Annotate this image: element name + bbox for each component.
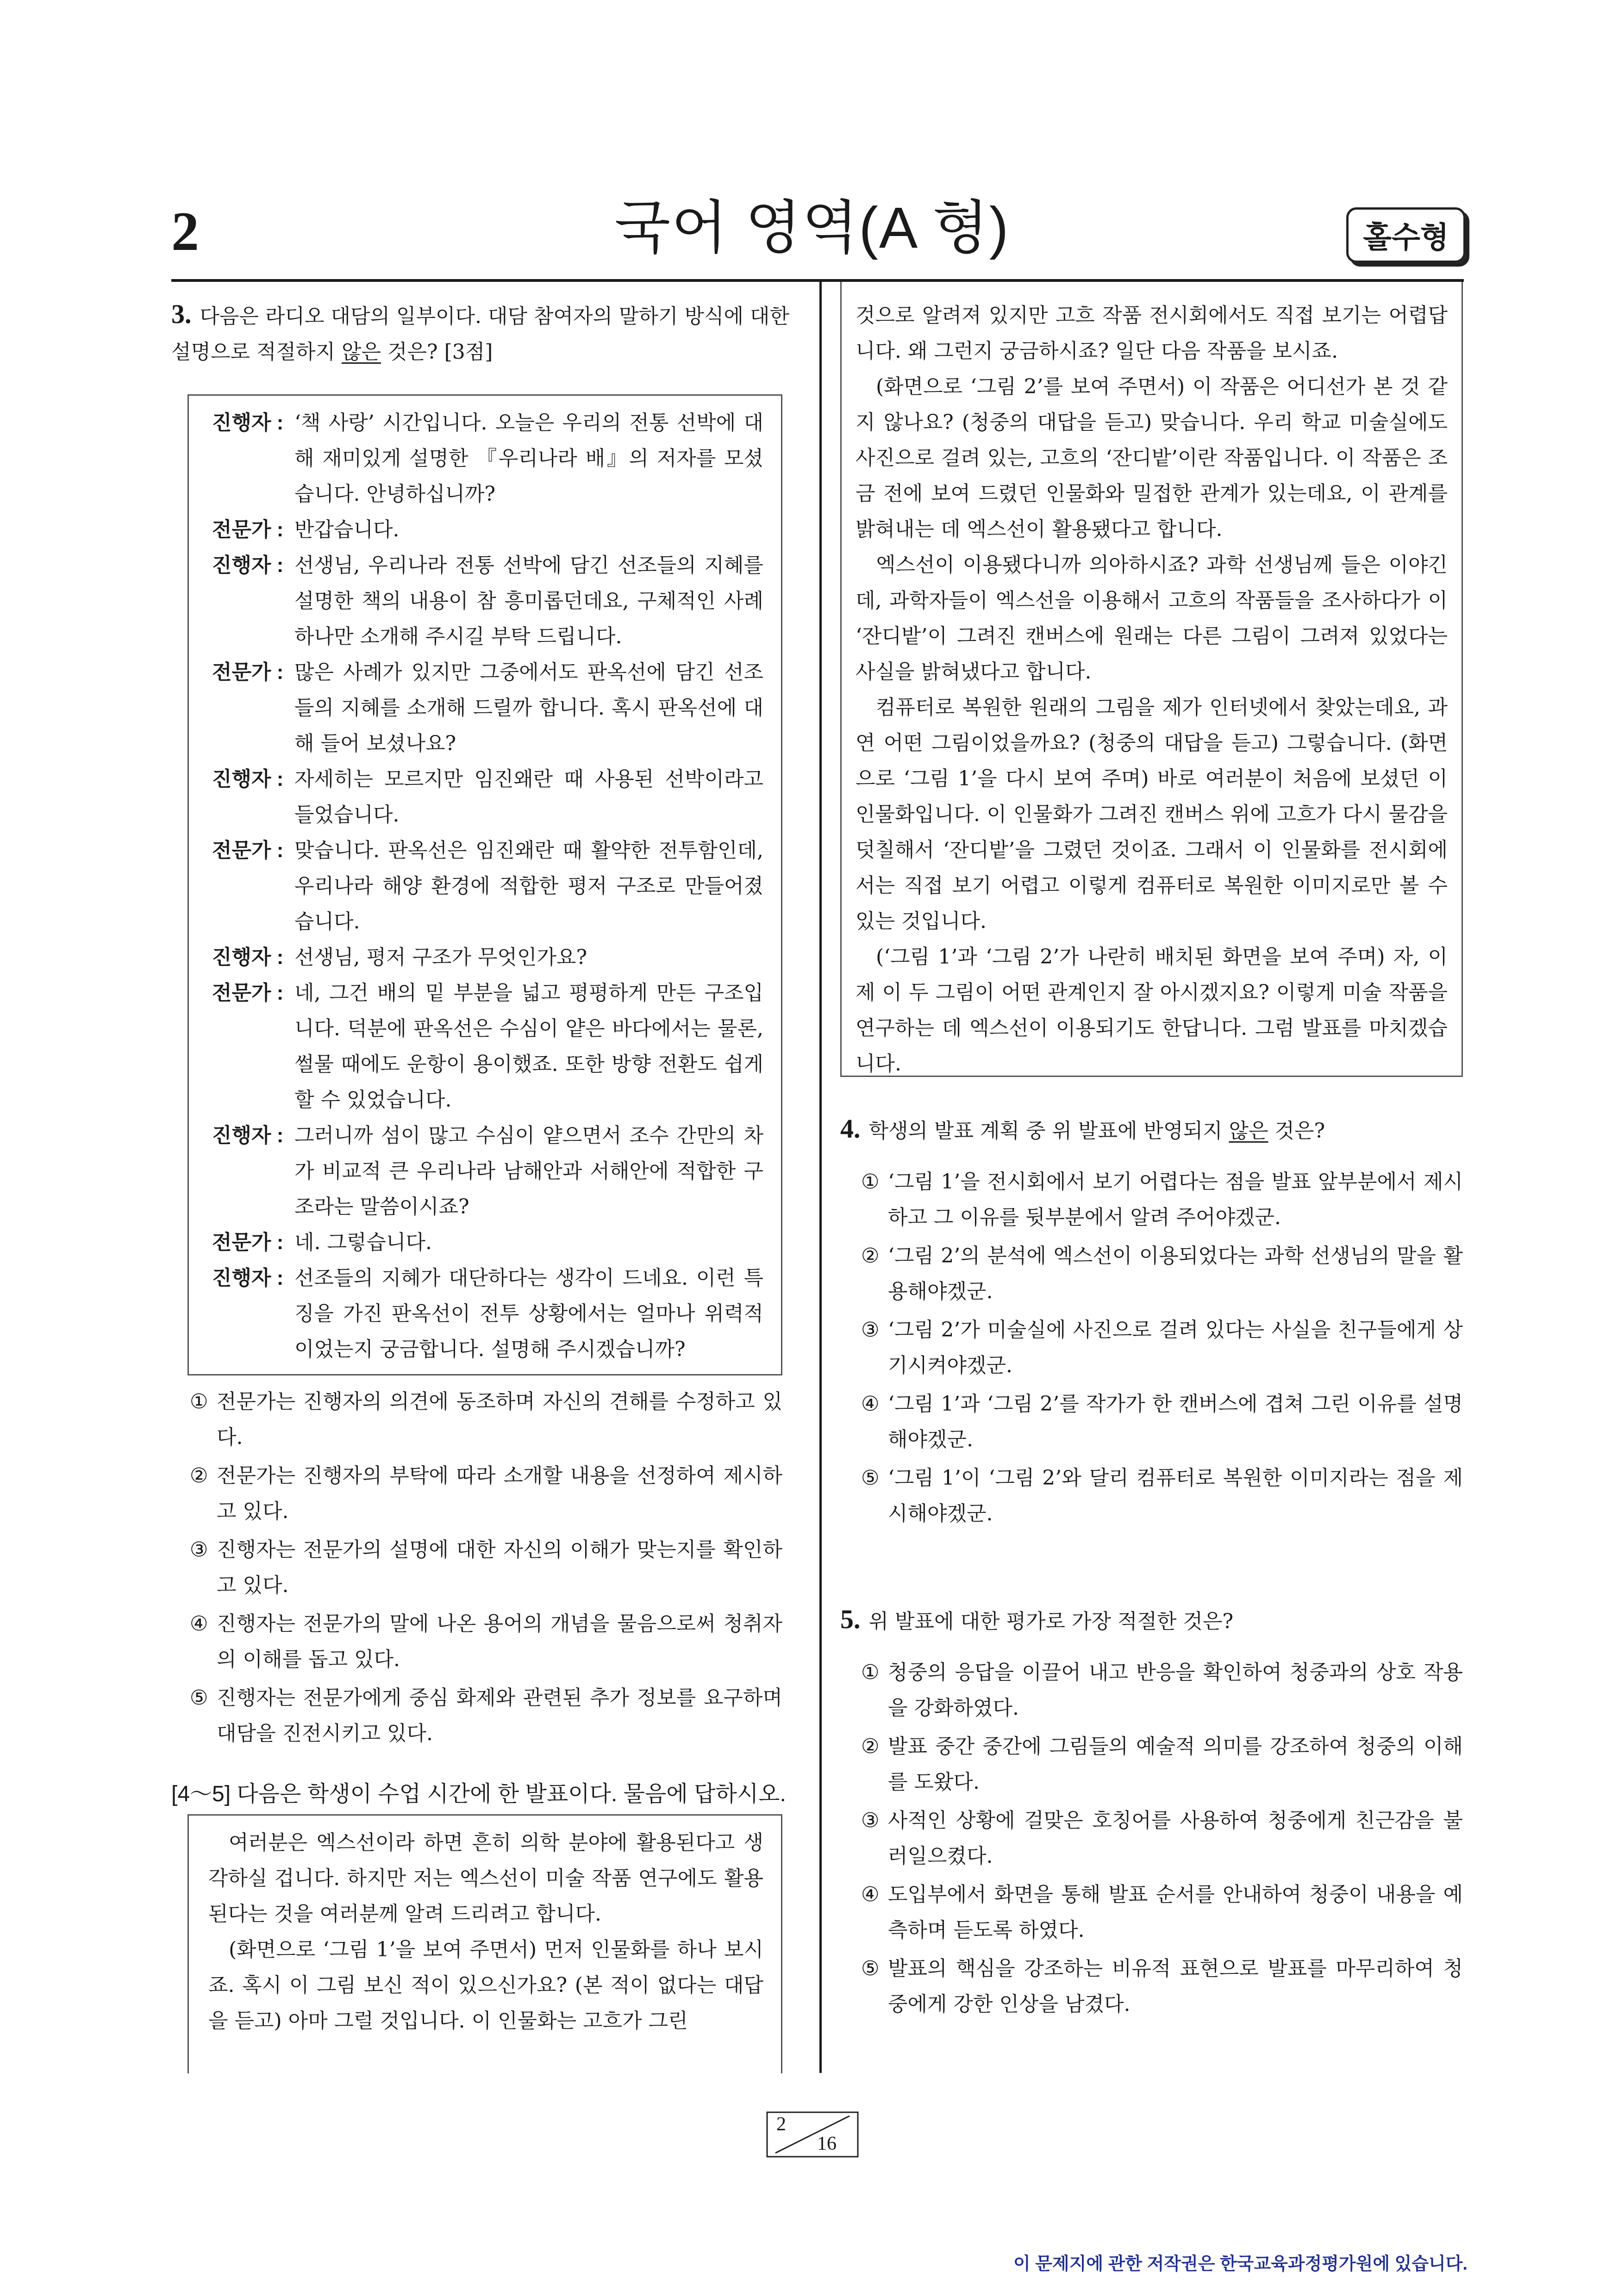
option-number: ① [861, 1170, 880, 1194]
q3-stem-underlined: 않은 [342, 340, 381, 364]
dialogue-speaker: 전문가 : [212, 982, 284, 1004]
q4-number: 4. [840, 1114, 861, 1144]
page-number: 2 [171, 200, 199, 262]
dialogue-text: 선조들의 지혜가 대단하다는 생각이 드네요. 이런 특징을 가진 판옥선이 전투 상황에서는 얼마나 위력적이었는지 궁금합니다. 설명해 주시겠습니까? [294, 1266, 763, 1361]
option-number: ② [861, 1244, 880, 1268]
option-number: ④ [861, 1883, 880, 1906]
option-number: ⑤ [190, 1686, 208, 1710]
answer-option [190, 1532, 782, 1603]
answer-option [861, 1803, 1463, 1874]
presentation-box-left [187, 1814, 782, 2073]
option-text: 전문가는 진행자의 부탁에 따라 소개할 내용을 선정하여 제시하고 있다. [217, 1464, 782, 1523]
option-text: 사적인 상황에 걸맞은 호칭어를 사용하여 청중에게 친근감을 불러일으켰다. [888, 1809, 1463, 1868]
set-4-5-heading: [4～5] 다음은 학생이 수업 시간에 한 발표이다. 물음에 답하시오. [171, 1782, 786, 1806]
option-number: ② [190, 1464, 208, 1487]
dialogue-text: 반갑습니다. [294, 518, 400, 541]
answer-option [861, 1655, 1463, 1726]
q3-dialogue-box [187, 394, 782, 1375]
q4-stem-underlined: 않은 [1229, 1119, 1268, 1143]
option-text: ‘그림 1’을 전시회에서 보기 어렵다는 점을 발표 앞부분에서 제시하고 그 이유를 뒷부분에서 알려 주어야겠군. [888, 1170, 1463, 1229]
answer-option [861, 1164, 1463, 1235]
presentation-continuation: 것으로 알려져 있지만 고흐 작품 전시회에서도 직접 보기는 어렵답니다. 왜 그런지 궁금하시죠? 일단 다음 작품을 보시죠. [856, 304, 1448, 363]
q3-options [190, 1384, 782, 1754]
dialogue-line [212, 405, 763, 512]
copyright-notice: 이 문제지에 관한 저작권은 한국교육과정평가원에 있습니다. [1013, 2254, 1468, 2274]
dialogue-line [212, 833, 763, 940]
dialogue-speaker: 진행자 : [212, 946, 284, 969]
presentation-paragraph: 여러분은 엑스선이라 하면 흔히 의학 분야에 활용된다고 생각하실 겁니다. 하지만 저는 엑스선이 미술 작품 연구에도 활용된다는 것을 여러분께 알려 드리려고 합니다. [208, 1831, 763, 1926]
option-text: 진행자는 전문가의 말에 나온 용어의 개념을 물음으로써 청취자의 이해를 돕고 있다. [217, 1612, 782, 1671]
dialogue-text: 많은 사례가 있지만 그중에서도 판옥선에 담긴 선조들의 지혜를 소개해 드릴까 합니다. 혹시 판옥선에 대해 들어 보셨나요? [294, 660, 763, 755]
dialogue-line [212, 1225, 763, 1260]
dialogue-speaker: 진행자 : [212, 1124, 284, 1147]
option-text: 발표 중간 중간에 그림들의 예술적 의미를 강조하여 청중의 이해를 도왔다. [888, 1735, 1463, 1794]
dialogue-text: 네, 그건 배의 밑 부분을 넓고 평평하게 만든 구조입니다. 덕분에 판옥선은 수심이 얕은 바다에서는 물론, 썰물 때에도 운항이 용이했죠. 또한 방향 전환도 쉽게 할 수 있었습니다. [294, 981, 763, 1112]
option-number: ③ [190, 1538, 208, 1562]
option-number: ③ [861, 1809, 880, 1832]
dialogue-text: 선생님, 우리나라 전통 선박에 담긴 선조들의 지혜를 설명한 책의 내용이 참 흥미롭던데요, 구체적인 사례 하나만 소개해 주시길 부탁 드립니다. [294, 554, 763, 648]
option-number: ④ [861, 1392, 880, 1416]
q3-stem [171, 296, 808, 370]
dialogue-line [212, 654, 763, 761]
dialogue-text: 선생님, 평저 구조가 무엇인가요? [294, 946, 587, 969]
q4-options [861, 1164, 1463, 1534]
answer-option [190, 1680, 782, 1751]
q4-stem [840, 1111, 1463, 1149]
q3-stem-post: 것은? [3점] [381, 340, 493, 364]
dialogue-text: 그러니까 섬이 많고 수심이 얕으면서 조수 간만의 차가 비교적 큰 우리나라 남해안과 서해안에 적합한 구조라는 말씀이시죠? [294, 1124, 763, 1219]
q4-stem-pre: 학생의 발표 계획 중 위 발표에 반영되지 [868, 1119, 1229, 1143]
option-text: 발표의 핵심을 강조하는 비유적 표현으로 발표를 마무리하여 청중에게 강한 인상을 남겼다. [888, 1957, 1463, 2016]
dialogue-line [212, 548, 763, 654]
answer-option [861, 1877, 1463, 1948]
answer-option [861, 1729, 1463, 1800]
option-text: 전문가는 진행자의 의견에 동조하며 자신의 견해를 수정하고 있다. [217, 1390, 782, 1449]
q5-options [861, 1655, 1463, 2025]
q3-number: 3. [171, 299, 192, 329]
option-text: 진행자는 전문가에게 중심 화제와 관련된 추가 정보를 요구하며 대담을 진전시키고 있다. [217, 1686, 782, 1745]
option-text: ‘그림 2’의 분석에 엑스선이 이용되었다는 과학 선생님의 말을 활용해야겠군. [888, 1244, 1463, 1303]
option-number: ② [861, 1735, 880, 1758]
option-text: ‘그림 1’과 ‘그림 2’를 작가가 한 캔버스에 겹쳐 그린 이유를 설명해야겠군. [888, 1392, 1463, 1451]
answer-option [190, 1606, 782, 1677]
page-fraction [766, 2111, 859, 2158]
dialogue-line [212, 940, 763, 975]
option-text: 진행자는 전문가의 설명에 대한 자신의 이해가 맞는지를 확인하고 있다. [217, 1538, 782, 1597]
dialogue-text: 네. 그렇습니다. [294, 1231, 432, 1254]
q4-stem-post: 것은? [1268, 1119, 1325, 1143]
dialogue-speaker: 전문가 : [212, 839, 284, 862]
option-text: 도입부에서 화면을 통해 발표 순서를 안내하여 청중이 내용을 예측하며 듣도록 하였다. [888, 1883, 1463, 1942]
answer-option [861, 1951, 1463, 2022]
option-text: 청중의 응답을 이끌어 내고 반응을 확인하여 청중과의 상호 작용을 강화하였다. [888, 1661, 1463, 1720]
option-number: ① [861, 1661, 880, 1684]
q5-stem-text: 위 발표에 대한 평가로 가장 적절한 것은? [868, 1610, 1234, 1633]
page-current: 2 [776, 2114, 786, 2135]
answer-option [861, 1238, 1463, 1309]
q5-number: 5. [840, 1604, 861, 1634]
q5-stem [840, 1601, 1463, 1639]
dialogue-text: 자세히는 모르지만 임진왜란 때 사용된 선박이라고 들었습니다. [294, 767, 763, 827]
exam-type-badge: 홀수형 [1346, 207, 1466, 263]
dialogue-text: 맞습니다. 판옥선은 임진왜란 때 활약한 전투함인데, 우리나라 해양 환경에 적합한 평저 구조로 만들어졌습니다. [294, 839, 763, 933]
option-number: ③ [861, 1318, 880, 1342]
dialogue-speaker: 전문가 : [212, 661, 284, 684]
option-text: ‘그림 2’가 미술실에 사진으로 걸려 있다는 사실을 친구들에게 상기시켜야겠군. [888, 1318, 1463, 1377]
option-text: ‘그림 1’이 ‘그림 2’와 달리 컴퓨터로 복원한 이미지라는 점을 제시해야겠군. [888, 1466, 1463, 1525]
dialogue-speaker: 전문가 : [212, 518, 284, 541]
presentation-paragraph: 컴퓨터로 복원한 원래의 그림을 제가 인터넷에서 찾았는데요, 과연 어떤 그림이었을까요? (청중의 대답을 듣고) 그렇습니다. (화면으로 ‘그림 1’을 다시 보여 주며) 바로 여러분이 처음에 보셨던 이 인물화입니다. 이 인물화가 그려진 캔버스 위에 고흐가 다시 물감을 덧칠해서 ‘잔디밭’을 그렸던 것이죠. 그래서 이 인물화를 전시회에서는 직접 보기 어렵고 이렇게 컴퓨터로 복원한 이미지로만 볼 수 있는 것입니다. [856, 696, 1448, 933]
option-number: ④ [190, 1612, 208, 1636]
dialogue-line [212, 1260, 763, 1367]
page-title: 국어 영역(A 형) [614, 196, 1010, 260]
answer-option [190, 1384, 782, 1455]
answer-option [190, 1458, 782, 1529]
dialogue-speaker: 진행자 : [212, 554, 284, 577]
q3-stem-pre: 다음은 라디오 대담의 일부이다. 대담 참여자의 말하기 방식에 대한 설명으로 적절하지 [171, 305, 789, 364]
option-number: ⑤ [861, 1957, 880, 1980]
dialogue-line [212, 1118, 763, 1225]
dialogue-text: ‘책 사랑’ 시간입니다. 오늘은 우리의 전통 선박에 대해 재미있게 설명한 『우리나라 배』의 저자를 모셨습니다. 안녕하십니까? [294, 411, 763, 506]
answer-option [861, 1460, 1463, 1531]
dialogue-line [212, 761, 763, 833]
presentation-paragraph: (‘그림 1’과 ‘그림 2’가 나란히 배치된 화면을 보여 주며) 자, 이제 이 두 그림이 어떤 관계인지 잘 아시겠지요? 이렇게 미술 작품을 연구하는 데 엑스선이 이용되기도 한답니다. 그럼 발표를 마치겠습니다. [856, 945, 1448, 1076]
answer-option [861, 1386, 1463, 1457]
option-number: ⑤ [861, 1466, 880, 1490]
presentation-left-text [208, 1825, 763, 2039]
presentation-box-right [840, 282, 1463, 1077]
presentation-right-text [856, 369, 1448, 1082]
presentation-paragraph: (화면으로 ‘그림 1’을 보여 주면서) 먼저 인물화를 하나 보시죠. 혹시 이 그림 보신 적이 있으신가요? (본 적이 없다는 대답을 듣고) 아마 그럴 것입니다. 이 인물화는 고흐가 그린 [208, 1938, 763, 2033]
dialogue-speaker: 전문가 : [212, 1231, 284, 1254]
presentation-paragraph: (화면으로 ‘그림 2’를 보여 주면서) 이 작품은 어디선가 본 것 같지 않나요? (청중의 대답을 듣고) 맞습니다. 우리 학교 미술실에도 사진으로 걸려 있는, 고흐의 ‘잔디밭’이란 작품입니다. 이 작품은 조금 전에 보여 드렸던 인물화와 밀접한 관계가 있는데요, 이 관계를 밝혀내는 데 엑스선이 활용됐다고 합니다. [856, 375, 1448, 541]
page-total: 16 [817, 2133, 837, 2154]
dialogue-list [212, 405, 763, 1367]
answer-option [861, 1312, 1463, 1383]
dialogue-speaker: 진행자 : [212, 768, 284, 790]
dialogue-line [212, 975, 763, 1118]
dialogue-speaker: 진행자 : [212, 411, 284, 434]
presentation-paragraph: 엑스선이 이용됐다니까 의아하시죠? 과학 선생님께 들은 이야긴데, 과학자들이 엑스선을 이용해서 고흐의 작품들을 조사하다가 이 ‘잔디밭’이 그려진 캔버스에 원래는 다른 그림이 그려져 있었다는 사실을 밝혀냈다고 합니다. [856, 553, 1448, 684]
option-number: ① [190, 1390, 208, 1413]
dialogue-speaker: 진행자 : [212, 1267, 284, 1289]
dialogue-line [212, 512, 763, 548]
column-divider [819, 282, 822, 2073]
